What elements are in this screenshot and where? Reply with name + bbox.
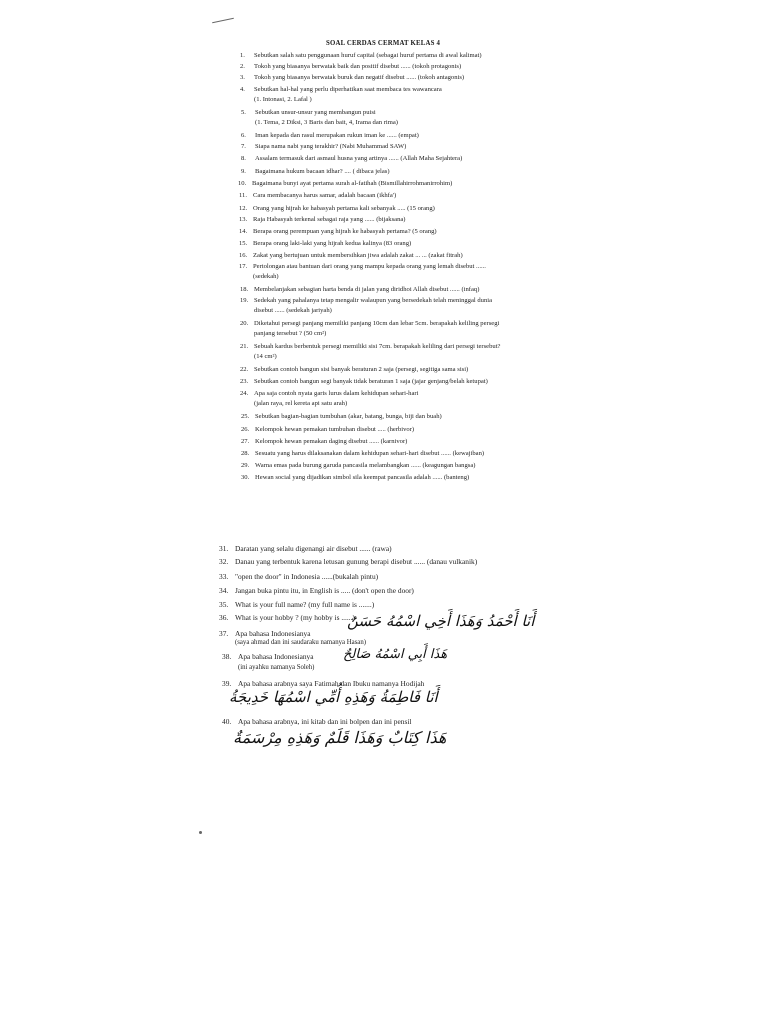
arabic-answer-39: أَنَا فَاطِمَةُ وَهَذِهِ أُمِّي اسْمُهَا خَدِيجَةُ (229, 688, 438, 706)
question-text: Assalam termasuk dari asmaul husna yang artinya ...... (Allah Maha Sejahtera) (255, 155, 463, 162)
question-text: Apa bahasa arabnya saya Fatimah dan Ibuku namanya Hodijah (238, 679, 425, 688)
question-item (240, 87, 442, 103)
arabic-answer-38: هَذَا أَبِي اسْمُهُ صَالِحٌ (343, 647, 448, 662)
question-item (222, 680, 424, 687)
question-text: Pertolongan atau bantuan dari orang yang mampu kepada orang yang lemah disebut ...... (253, 263, 486, 270)
arabic-answer-37: أَنَا أَحْمَدُ وَهَذَا أَخِي اسْمُهُ حَسَنٌ (347, 612, 535, 630)
question-number: 2. (240, 63, 245, 70)
question-item (240, 64, 461, 71)
question-item (240, 298, 492, 314)
question-text: Sebutkan unsur-unsur yang membangun puisi (255, 109, 376, 116)
question-item (241, 427, 414, 434)
question-text: Danau yang terbentuk karena letusan gunung berapi disebut ...... (danau vulkanik) (235, 557, 478, 566)
question-item (241, 110, 398, 126)
answer-continuation: (ini ayahku namanya Soleh) (238, 664, 315, 671)
question-item (239, 229, 437, 236)
question-number: 1. (240, 52, 245, 59)
question-number: 14. (239, 228, 248, 235)
question-item (241, 451, 484, 458)
question-text: Sebutkan contoh bangun segi banyak tidak beraturan 1 saja (jajar genjang/belah ketupat) (254, 378, 488, 385)
question-item (219, 614, 355, 621)
question-text: Diketahui persegi panjang memiliki panjang 10cm dan lebar 5cm. berapakah keliling persegi (254, 320, 500, 327)
question-item (238, 181, 452, 188)
question-number: 4. (240, 86, 245, 93)
question-text: Sebutkan salah satu penggunaan huruf capital (sebagai huruf pertama di awal kalimat) (254, 52, 482, 59)
question-number: 24. (240, 390, 249, 397)
question-text: Zakat yang bertujuan untuk membersihkan jiwa adalah zakat ... ... (zakat fitrah) (253, 252, 463, 259)
question-text: Bagaimana bunyi ayat pertama surah al-fatihah (Bismillahirrohmanirrohim) (252, 180, 453, 187)
question-number: 6. (241, 132, 246, 139)
question-number: 12. (239, 205, 248, 212)
question-item (240, 367, 468, 374)
question-number: 29. (241, 462, 250, 469)
question-item (241, 156, 462, 163)
question-item (241, 169, 390, 176)
question-item (239, 241, 411, 248)
question-number: 40. (222, 717, 232, 726)
question-text: Berapa orang laki-laki yang hijrah kedua kalinya (83 orang) (253, 240, 412, 247)
question-number: 7. (241, 143, 246, 150)
question-item (239, 217, 406, 224)
question-number: 33. (219, 572, 229, 581)
question-text: Apa bahasa Indonesianya (238, 652, 314, 661)
answer-continuation: (14 cm²) (254, 352, 277, 360)
question-text: Siapa nama nabi yang terakhir? (Nabi Muhammad SAW) (255, 143, 407, 150)
question-item (219, 545, 392, 552)
sheet-title: SOAL CERDAS CERMAT KELAS 4 (326, 40, 441, 47)
question-number: 32. (219, 557, 229, 566)
question-item (240, 391, 418, 407)
question-text: Kelompok hewan pemakan tumbuhan disebut ..... (herbivor) (255, 426, 415, 433)
question-number: 37. (219, 629, 229, 638)
question-item (239, 193, 396, 200)
question-number: 19. (240, 297, 249, 304)
question-number: 25. (241, 413, 250, 420)
question-text: Hewan social yang dijadikan simbol sila keempat pancasila adalah ...... (banteng) (255, 474, 470, 481)
question-number: 9. (241, 168, 246, 175)
question-item (222, 652, 315, 671)
question-number: 20. (240, 320, 249, 327)
answer-continuation: (sedekah) (253, 272, 279, 280)
question-text: Apa saja contoh nyata garis lurus dalam kehidupan sehari-hari (254, 390, 419, 397)
question-number: 36. (219, 613, 229, 622)
scan-mark (212, 18, 234, 24)
question-text: Sebutkan contoh bangun sisi banyak beraturan 2 saja (persegi, segitiga sama sisi) (254, 366, 469, 373)
question-number: 34. (219, 586, 229, 595)
question-text: Apa bahasa Indonesianya (235, 629, 311, 638)
question-text: Berapa orang perempuan yang hijrah ke habasyah pertama? (5 orang) (253, 228, 437, 235)
question-item (240, 75, 464, 82)
question-item (241, 463, 475, 470)
question-text: Daratan yang selalu digenangi air disebut ...... (rawa) (235, 544, 392, 553)
question-item (240, 321, 499, 337)
question-text: Warna emas pada burung garuda pancasila melambangkan ...... (keagungan bangsa) (255, 462, 476, 469)
question-item (240, 344, 500, 360)
question-number: 22. (240, 366, 249, 373)
question-number: 31. (219, 544, 229, 553)
question-number: 30. (241, 474, 250, 481)
question-text: Orang yang hijrah ke habasyah pertama kali sebanyak ..... (15 orang) (253, 205, 435, 212)
question-number: 39. (222, 679, 232, 688)
question-number: 28. (241, 450, 250, 457)
question-item (222, 718, 411, 725)
question-text: What is your hobby ? (my hobby is ......) (235, 613, 355, 622)
answer-continuation: (1. Intonasi, 2. Lafal ) (254, 95, 312, 103)
question-number: 5. (241, 109, 246, 116)
question-text: Raja Habasyah terkenal sebagai raja yang ...... (bijaksana) (253, 216, 406, 223)
answer-continuation: panjang tersebut ? (50 cm²) (254, 329, 327, 337)
question-number: 27. (241, 438, 250, 445)
question-text: Jangan buka pintu itu, in English is ..... (don't open the door) (235, 586, 414, 595)
question-item (240, 379, 488, 386)
question-number: 21. (240, 343, 249, 350)
question-text: Iman kepada dan rasul merupakan rukun iman ke ...... (empat) (255, 132, 419, 139)
arabic-answer-40: هَذَا كِتَابٌ وَهَذَا قَلَمٌ وَهَذِهِ مِرْسَمَةٌ (233, 728, 447, 747)
question-text: Cara membacanya harus samar, adalah bacaan (ikhfa') (253, 192, 397, 199)
question-text: Bagaimana hukum bacaan idhar? .... ( dibaca jelas) (255, 168, 390, 175)
question-text: Sesuatu yang harus dilaksanakan dalam kehidupan sehari-hari disebut ...... (kewajiban) (255, 450, 485, 457)
question-number: 35. (219, 600, 229, 609)
question-item (219, 601, 374, 608)
question-number: 17. (239, 263, 248, 270)
question-number: 23. (240, 378, 249, 385)
question-item (219, 629, 366, 646)
question-number: 13. (239, 216, 248, 223)
question-number: 3. (240, 74, 245, 81)
question-number: 26. (241, 426, 250, 433)
question-item (240, 53, 482, 60)
question-text: Tokoh yang biasanya berwatak buruk dan negatif disebut ...... (tokoh antagonis) (254, 74, 465, 81)
question-text: "open the door" in Indonesia ......(bukalah pintu) (235, 572, 379, 581)
question-number: 38. (222, 652, 232, 661)
question-item (241, 133, 419, 140)
question-text: Sebutkan hal-hal yang perlu diperhatikan saat membaca tes wawancara (254, 86, 442, 93)
question-number: 10. (238, 180, 247, 187)
question-item (219, 573, 378, 580)
question-item (241, 475, 469, 482)
answer-continuation: (jalan raya, rel kereta api satu arah) (254, 399, 348, 407)
answer-continuation: (1. Tema, 2 Diksi, 3 Baris dan bait, 4, Irama dan rima) (255, 118, 398, 126)
question-text: Tokoh yang biasanya berwatak baik dan positif disebut ...... (tokoh protagonis) (254, 63, 462, 70)
question-item (241, 439, 407, 446)
question-item (219, 558, 477, 565)
question-text: Sedekah yang pahalanya tetap mengalir walaupun yang bersedekah telah meninggal dunia (254, 297, 493, 304)
question-text: What is your full name? (my full name is .......) (235, 600, 375, 609)
answer-continuation: disebut ...... (sedekah jariyah) (254, 306, 332, 314)
question-item (219, 587, 414, 594)
answer-continuation: (saya ahmad dan ini saudaraku namanya Hasan) (235, 639, 366, 646)
question-text: Membelanjakan sebagian harta benda di jalan yang diridhoi Allah disebut ...... (infaq) (254, 286, 480, 293)
question-number: 8. (241, 155, 246, 162)
question-item (240, 287, 479, 294)
question-text: Sebutkan bagian-bagian tumbuhan (akar, batang, bunga, biji dan buah) (255, 413, 442, 420)
question-number: 11. (239, 192, 247, 199)
question-item (241, 144, 406, 151)
question-text: Apa bahasa arabnya, ini kitab dan ini bolpen dan ini pensil (238, 717, 412, 726)
question-item (239, 264, 486, 280)
question-item (239, 206, 435, 213)
question-number: 16. (239, 252, 248, 259)
question-number: 18. (240, 286, 249, 293)
question-text: Kelompok hewan pemakan daging disebut ...... (karnivor) (255, 438, 408, 445)
question-text: Sebuah kardus berbentuk persegi memiliki sisi 7cm. berapakah keliling dari persegi tersebut? (254, 343, 501, 350)
question-number: 15. (239, 240, 248, 247)
question-item (241, 414, 442, 421)
question-item (239, 253, 463, 260)
scan-mark (199, 831, 202, 834)
